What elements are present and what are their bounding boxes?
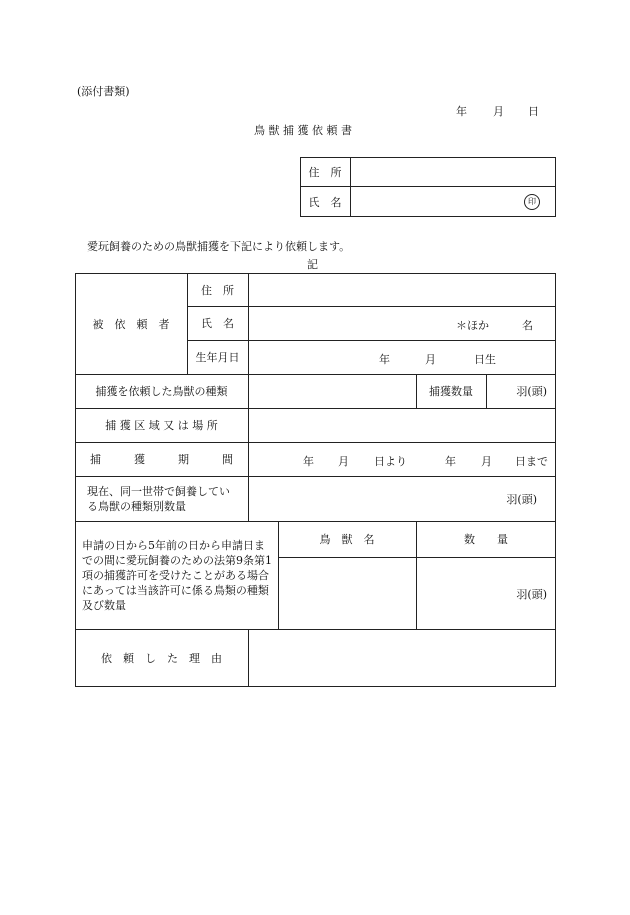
past-species-field[interactable] <box>279 558 416 629</box>
current-field[interactable] <box>249 476 555 521</box>
past-label: 申請の日から5年前の日から申請日までの間に愛玩飼養のための法第9条第1項の捕獲許可を受けたことがある場合にあっては当該許可に係る鳥類の種類及び数量 <box>82 538 272 612</box>
date-month: 月 <box>493 105 504 118</box>
period-from-day: 日より <box>374 455 407 468</box>
birth-label: 生年月日 <box>195 351 240 364</box>
requested-name-label: 氏 名 <box>201 317 234 330</box>
area-label: 捕 獲 区 域 又 は 場 所 <box>105 419 218 432</box>
period-to-day: 日まで <box>515 455 548 468</box>
reason-field[interactable] <box>249 629 555 687</box>
area-field[interactable] <box>249 408 555 442</box>
requested-address-label: 住 所 <box>201 283 234 297</box>
ki-label: 記 <box>307 258 318 271</box>
birth-year: 年 <box>379 353 390 366</box>
species-label: 捕獲を依頼した鳥獣の種類 <box>95 385 228 398</box>
birth-month: 月 <box>425 353 436 366</box>
intro-text: 愛玩飼養のための鳥獣捕獲を下記により依頼します。 <box>87 240 351 253</box>
attachment-label: (添付書類) <box>77 85 130 98</box>
past-unit: 羽(頭) <box>516 587 547 601</box>
current-unit: 羽(頭) <box>506 492 537 506</box>
period-from-year: 年 <box>303 455 314 468</box>
applicant-name-label: 氏 名 <box>308 196 342 209</box>
seal-icon: 印 <box>524 194 540 210</box>
applicant-address-field[interactable] <box>351 157 555 186</box>
date-day: 日 <box>528 105 539 118</box>
period-to-month: 月 <box>481 455 492 468</box>
species-count-unit: 羽(頭) <box>516 385 547 398</box>
species-count-label: 捕獲数量 <box>429 385 473 398</box>
document-title: 鳥 獣 捕 獲 依 頼 書 <box>254 124 352 137</box>
date-year: 年 <box>456 105 467 118</box>
applicant-address-label: 住 所 <box>308 165 342 179</box>
past-col-species: 鳥 獣 名 <box>319 533 375 546</box>
period-from-month: 月 <box>338 455 349 468</box>
species-count-field[interactable] <box>487 374 555 408</box>
species-field[interactable] <box>249 374 416 408</box>
current-label: 現在、同一世帯で飼養している鳥獣の種類別数量 <box>87 484 230 513</box>
birth-field[interactable] <box>249 340 555 374</box>
past-count-field[interactable] <box>417 558 555 629</box>
period-label: 捕 獲 期 間 <box>90 453 233 466</box>
requested-name-suffix: ＊ほか 名 <box>456 319 533 332</box>
period-to-year: 年 <box>445 455 456 468</box>
requested-section-label: 被 依 頼 者 <box>92 317 170 331</box>
past-col-count: 数 量 <box>464 533 508 546</box>
requested-address-field[interactable] <box>249 273 555 306</box>
reason-label: 依 頼 し た 理 由 <box>101 652 222 665</box>
birth-day: 日生 <box>474 353 496 366</box>
